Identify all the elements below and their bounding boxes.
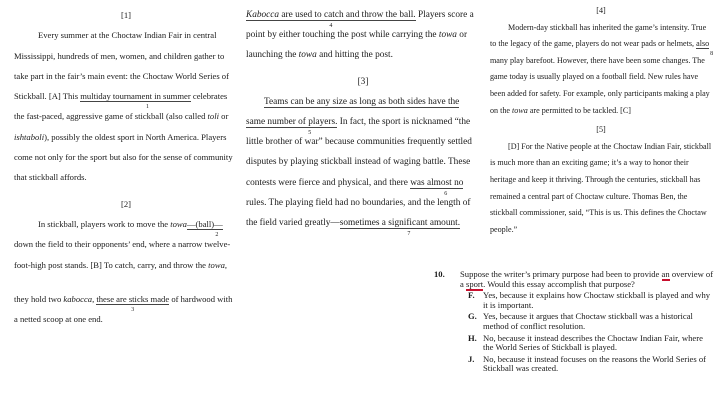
question-stem-text-b: overview of a [460, 269, 714, 289]
underlined-portion-1[interactable] [80, 91, 191, 111]
question-number-2: 2 [215, 231, 219, 238]
underlined-text-3: these are sticks made [96, 293, 170, 304]
paragraph-4-text-c: are permitted to be tackled. [C] [529, 105, 631, 115]
paragraph-5: [D] For the Native people at the Choctaw Indian Fair, stickball is much more than an exciting game; it’s a way to honor their heritage and keep it thriving. Through the centuries, stickball has remained a central part of Choctaw culture. Thomas Ben, the stickball commissioner, said, “This is us. This defines the Choctaw people.” [490, 141, 712, 234]
question-number-3: 3 [131, 306, 135, 313]
paragraph-2-text-g: Players score a point by either touching the post while carrying the [246, 10, 474, 41]
option-letter: H. [468, 332, 477, 343]
option-letter: G. [468, 311, 477, 322]
underlined-portion-7[interactable] [339, 218, 461, 238]
option-text: Yes, because it argues that Choctaw stickball was a historical method of conflict resolution. [483, 311, 693, 331]
underlined-portion-8[interactable] [696, 39, 714, 58]
question-stem-text-c: . Would this essay accomplish that purpose? [483, 278, 635, 289]
question-number-5: 5 [308, 130, 312, 137]
question-number-8: 8 [710, 51, 714, 58]
paragraph-1 [14, 25, 238, 187]
paragraph-2-text-a: In stickball, players work to move the [38, 218, 169, 229]
paragraph-4 [490, 20, 712, 120]
answer-option-h[interactable] [434, 334, 714, 353]
option-text: No, because it instead describes the Choctaw Indian Fair, where the World Series of Stickball is played. [483, 332, 703, 353]
word-towa: towa [208, 259, 225, 270]
option-letter: J. [468, 353, 475, 364]
passage-column-2 [246, 0, 480, 238]
question-number-6: 6 [444, 190, 448, 197]
paragraph-2 [14, 214, 238, 275]
paragraph-2-text-f: of hardwood with a netted scoop at one end. [14, 293, 233, 325]
question-stem-text-a: Suppose the writer’s primary purpose had been to provide [460, 269, 660, 279]
highlight-sport: sport [465, 278, 484, 289]
paragraph-3-text-a: In fact, the sport is nicknamed “the little brother of war” because communities frequently settled disputes by playing stickball instead of waging battle. These contests were fierce and physical, and there [246, 117, 472, 188]
paragraph-2-end [246, 5, 480, 66]
answer-option-f[interactable] [434, 291, 714, 310]
passage-column-3 [490, 0, 712, 238]
paragraph-2-text-h: or launching the [246, 30, 468, 61]
paragraph-4-text-b: many play barefoot. However, there have been some changes. The game today is usually played on a football field. New rules have been added for safety. For example, only participants making a play on the [490, 55, 710, 115]
passage-column-1 [14, 0, 238, 329]
question-number-1: 1 [145, 104, 149, 111]
paragraph-2-text-i: and hitting the post. [319, 50, 393, 61]
paragraph-4-text-a: Modern-day stickball has inherited the game’s intensity. True to the legacy of the game, players do not wear pads or helmets, [490, 22, 707, 49]
paragraph-2-continued [14, 289, 238, 330]
underlined-portion-6[interactable] [410, 177, 464, 197]
word-kabocca: Kabocca [246, 10, 280, 20]
question-number: 10. [434, 269, 445, 279]
question-stem [434, 270, 714, 289]
paragraph-number-3: [3] [357, 76, 369, 87]
underlined-portion-3[interactable] [96, 293, 170, 313]
option-letter: F. [468, 290, 475, 301]
underlined-text-5: Teams can be any size as long as both sides have the same number of players. [246, 96, 460, 128]
option-text: No, because it instead focuses on the reasons the World Series of Stickball was created. [483, 353, 707, 374]
paragraph-2-text-b: down the field to their opponents’ end, where a narrow twelve-foot-high post stands. [B] To catch, carry, and throw the [14, 239, 231, 270]
question-10 [434, 270, 714, 374]
underlined-portion-4[interactable] [246, 10, 416, 29]
highlight-an: an [661, 269, 670, 279]
underlined-portion-2[interactable] [186, 218, 223, 238]
paragraph-2-text-d: they hold two [14, 293, 62, 304]
word-towa: towa [170, 218, 187, 229]
paragraph-1-text-b: celebrates the fast-paced, aggressive game of stickball (also called [14, 91, 228, 122]
paragraph-3-text-b: rules. The playing field had no boundaries, and the length of the field varied greatly— [246, 197, 471, 229]
word-towa: towa [298, 50, 317, 61]
word-towa: towa [512, 105, 528, 115]
word-ishtaboli: ishtaboli [14, 131, 45, 142]
paragraph-1-text-a: Every summer at the Choctaw Indian Fair in central Mississippi, hundreds of men, women, and children gather to take part in the fair’s main event: the Choctaw World Series of Stickball. [A] This [14, 30, 229, 102]
comma: , [224, 259, 228, 270]
underlined-text-6: was almost no [410, 177, 464, 188]
paragraph-number-5: [5] [596, 125, 606, 135]
paragraph-number-2: [2] [120, 198, 132, 209]
word-kabocca: kabocca [63, 293, 93, 304]
underlined-text-4: are used to catch and throw the ball. [281, 10, 416, 20]
underlined-text-2: —(ball)— [186, 218, 223, 229]
underlined-text-1: multiday tournament in summer [80, 91, 191, 102]
paragraph-number-1: [1] [120, 10, 132, 20]
question-number-4: 4 [329, 23, 333, 29]
underlined-text-7: sometimes a significant amount. [339, 218, 461, 229]
word-or: or [221, 111, 229, 122]
option-text: Yes, because it explains how Choctaw stickball is played and why it is important. [483, 290, 711, 310]
comma: , [92, 293, 95, 304]
answer-option-j[interactable] [434, 355, 714, 374]
paragraph-3 [246, 92, 480, 238]
word-towa: towa [438, 30, 457, 41]
answer-option-g[interactable] [434, 312, 714, 331]
word-toli: toli [207, 111, 219, 122]
paragraph-number-4: [4] [596, 6, 606, 15]
paragraph-1-text-c: ), possibly the oldest sport in North America. Players come not only for the sport but also for the sense of community that stickball affords. [14, 131, 233, 183]
question-number-7: 7 [407, 231, 411, 238]
underlined-text-8: also [696, 39, 710, 49]
